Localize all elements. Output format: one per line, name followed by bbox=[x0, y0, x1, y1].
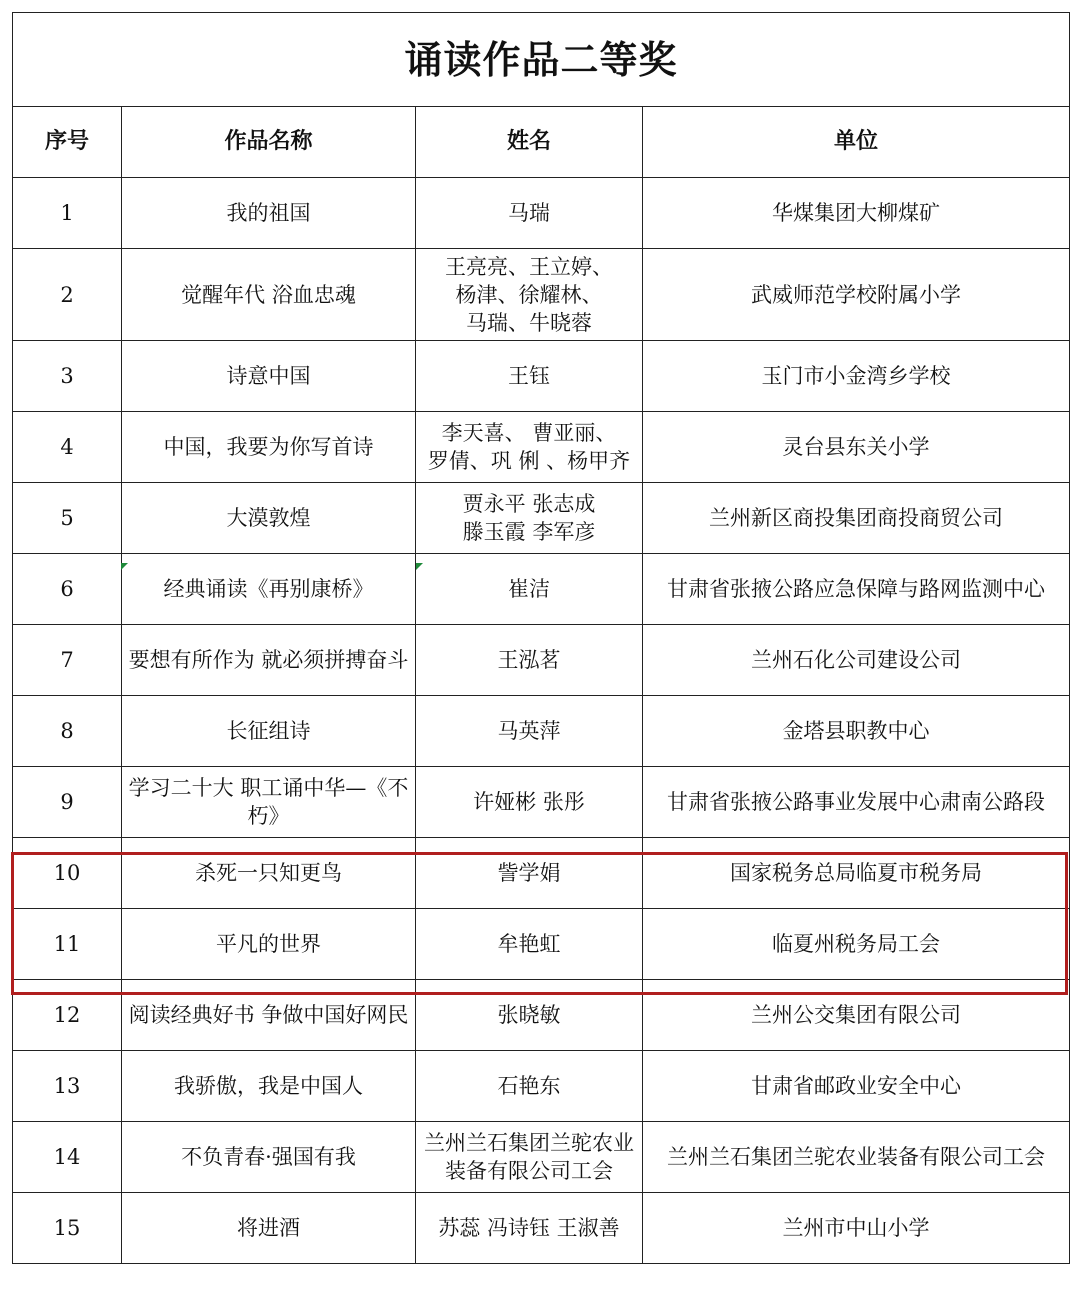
name-text: 马瑞 bbox=[508, 201, 550, 225]
cell-unit: 华煤集团大柳煤矿 bbox=[643, 178, 1070, 249]
cell-name bbox=[416, 909, 643, 980]
cell-name bbox=[416, 554, 643, 625]
cell-unit: 武威师范学校附属小学 bbox=[643, 249, 1070, 341]
cell-unit: 兰州石化公司建设公司 bbox=[643, 625, 1070, 696]
cell-work: 要想有所作为 就必须拼搏奋斗 bbox=[122, 625, 416, 696]
cell-work: 学习二十大 职工诵中华—《不朽》 bbox=[122, 767, 416, 838]
cell-unit: 兰州兰石集团兰驼农业装备有限公司工会 bbox=[643, 1122, 1070, 1193]
cell-unit: 甘肃省张掖公路事业发展中心肃南公路段 bbox=[643, 767, 1070, 838]
award-table bbox=[12, 12, 1070, 1264]
cell-index: 7 bbox=[13, 625, 122, 696]
cell-unit: 兰州公交集团有限公司 bbox=[643, 980, 1070, 1051]
cell-unit: 甘肃省张掖公路应急保障与路网监测中心 bbox=[643, 554, 1070, 625]
header-unit: 单位 bbox=[643, 107, 1070, 178]
table-row bbox=[13, 178, 1070, 249]
cell-index: 10 bbox=[13, 838, 122, 909]
cell-work: 将进酒 bbox=[122, 1193, 416, 1264]
cell-unit: 兰州市中山小学 bbox=[643, 1193, 1070, 1264]
cell-index: 8 bbox=[13, 696, 122, 767]
cell-index: 12 bbox=[13, 980, 122, 1051]
name-text: 牟艳虹 bbox=[497, 932, 561, 956]
cell-name bbox=[416, 483, 643, 554]
cell-unit: 临夏州税务局工会 bbox=[643, 909, 1070, 980]
cell-work: 觉醒年代 浴血忠魂 bbox=[122, 249, 416, 341]
table-row bbox=[13, 554, 1070, 625]
name-text: 马英萍 bbox=[497, 719, 561, 743]
cell-index: 6 bbox=[13, 554, 122, 625]
table-row bbox=[13, 1122, 1070, 1193]
cell-work: 大漠敦煌 bbox=[122, 483, 416, 554]
header-index: 序号 bbox=[13, 107, 122, 178]
cell-work: 经典诵读《再别康桥》 bbox=[122, 554, 416, 625]
cell-unit: 国家税务总局临夏市税务局 bbox=[643, 838, 1070, 909]
name-text: 苏蕊 冯诗钰 王淑善 bbox=[438, 1216, 620, 1240]
cell-unit: 甘肃省邮政业安全中心 bbox=[643, 1051, 1070, 1122]
name-text: 张晓敏 bbox=[497, 1003, 561, 1027]
cell-name bbox=[416, 178, 643, 249]
cell-name bbox=[416, 625, 643, 696]
cell-name bbox=[416, 341, 643, 412]
cell-work: 平凡的世界 bbox=[122, 909, 416, 980]
cell-unit: 兰州新区商投集团商投商贸公司 bbox=[643, 483, 1070, 554]
cell-unit: 玉门市小金湾乡学校 bbox=[643, 341, 1070, 412]
cell-unit: 灵台县东关小学 bbox=[643, 412, 1070, 483]
name-text: 王亮亮、王立婷、 杨津、徐耀林、 马瑞、牛晓蓉 bbox=[445, 254, 613, 335]
table-row bbox=[13, 249, 1070, 341]
table-row bbox=[13, 1193, 1070, 1264]
cell-name bbox=[416, 767, 643, 838]
cell-index: 15 bbox=[13, 1193, 122, 1264]
table-row bbox=[13, 625, 1070, 696]
table-row bbox=[13, 838, 1070, 909]
header-work: 作品名称 bbox=[122, 107, 416, 178]
table-title: 诵读作品二等奖 bbox=[13, 13, 1070, 107]
cell-name bbox=[416, 412, 643, 483]
cell-index: 2 bbox=[13, 249, 122, 341]
cell-index: 11 bbox=[13, 909, 122, 980]
cell-name bbox=[416, 1122, 643, 1193]
name-text: 崔洁 bbox=[508, 577, 550, 601]
cell-name bbox=[416, 980, 643, 1051]
cell-work: 杀死一只知更鸟 bbox=[122, 838, 416, 909]
cell-index: 1 bbox=[13, 178, 122, 249]
cell-name bbox=[416, 696, 643, 767]
table-row bbox=[13, 483, 1070, 554]
cell-index: 9 bbox=[13, 767, 122, 838]
header-name: 姓名 bbox=[416, 107, 643, 178]
cell-name bbox=[416, 249, 643, 341]
table-row bbox=[13, 412, 1070, 483]
name-text: 王泓茗 bbox=[497, 648, 561, 672]
cell-unit: 金塔县职教中心 bbox=[643, 696, 1070, 767]
table-row bbox=[13, 980, 1070, 1051]
cell-index: 4 bbox=[13, 412, 122, 483]
name-text: 贾永平 张志成 滕玉霞 李军彦 bbox=[462, 492, 596, 544]
cell-work: 诗意中国 bbox=[122, 341, 416, 412]
table-row bbox=[13, 909, 1070, 980]
name-text: 兰州兰石集团兰驼农业装备有限公司工会 bbox=[424, 1131, 634, 1183]
table-row bbox=[13, 767, 1070, 838]
cell-work: 中国，我要为你写首诗 bbox=[122, 412, 416, 483]
cell-work: 阅读经典好书 争做中国好网民 bbox=[122, 980, 416, 1051]
table-row bbox=[13, 1051, 1070, 1122]
name-text: 王钰 bbox=[508, 364, 550, 388]
name-text: 许娅彬 张彤 bbox=[473, 790, 585, 814]
cell-work: 不负青春·强国有我 bbox=[122, 1122, 416, 1193]
name-text: 李天喜、 曹亚丽、 罗倩、巩 俐 、杨甲齐 bbox=[427, 421, 631, 473]
table-row bbox=[13, 341, 1070, 412]
cell-work: 我骄傲，我是中国人 bbox=[122, 1051, 416, 1122]
cell-index: 5 bbox=[13, 483, 122, 554]
cell-index: 3 bbox=[13, 341, 122, 412]
cell-name bbox=[416, 1193, 643, 1264]
cell-work: 我的祖国 bbox=[122, 178, 416, 249]
cell-name bbox=[416, 1051, 643, 1122]
cell-comment-marker bbox=[121, 563, 128, 570]
name-text: 訾学娟 bbox=[497, 861, 561, 885]
name-text: 石艳东 bbox=[497, 1074, 561, 1098]
cell-index: 14 bbox=[13, 1122, 122, 1193]
cell-index: 13 bbox=[13, 1051, 122, 1122]
table-row bbox=[13, 696, 1070, 767]
cell-name bbox=[416, 838, 643, 909]
cell-work: 长征组诗 bbox=[122, 696, 416, 767]
cell-comment-marker bbox=[416, 563, 423, 570]
award-table-sheet bbox=[12, 12, 1069, 1288]
